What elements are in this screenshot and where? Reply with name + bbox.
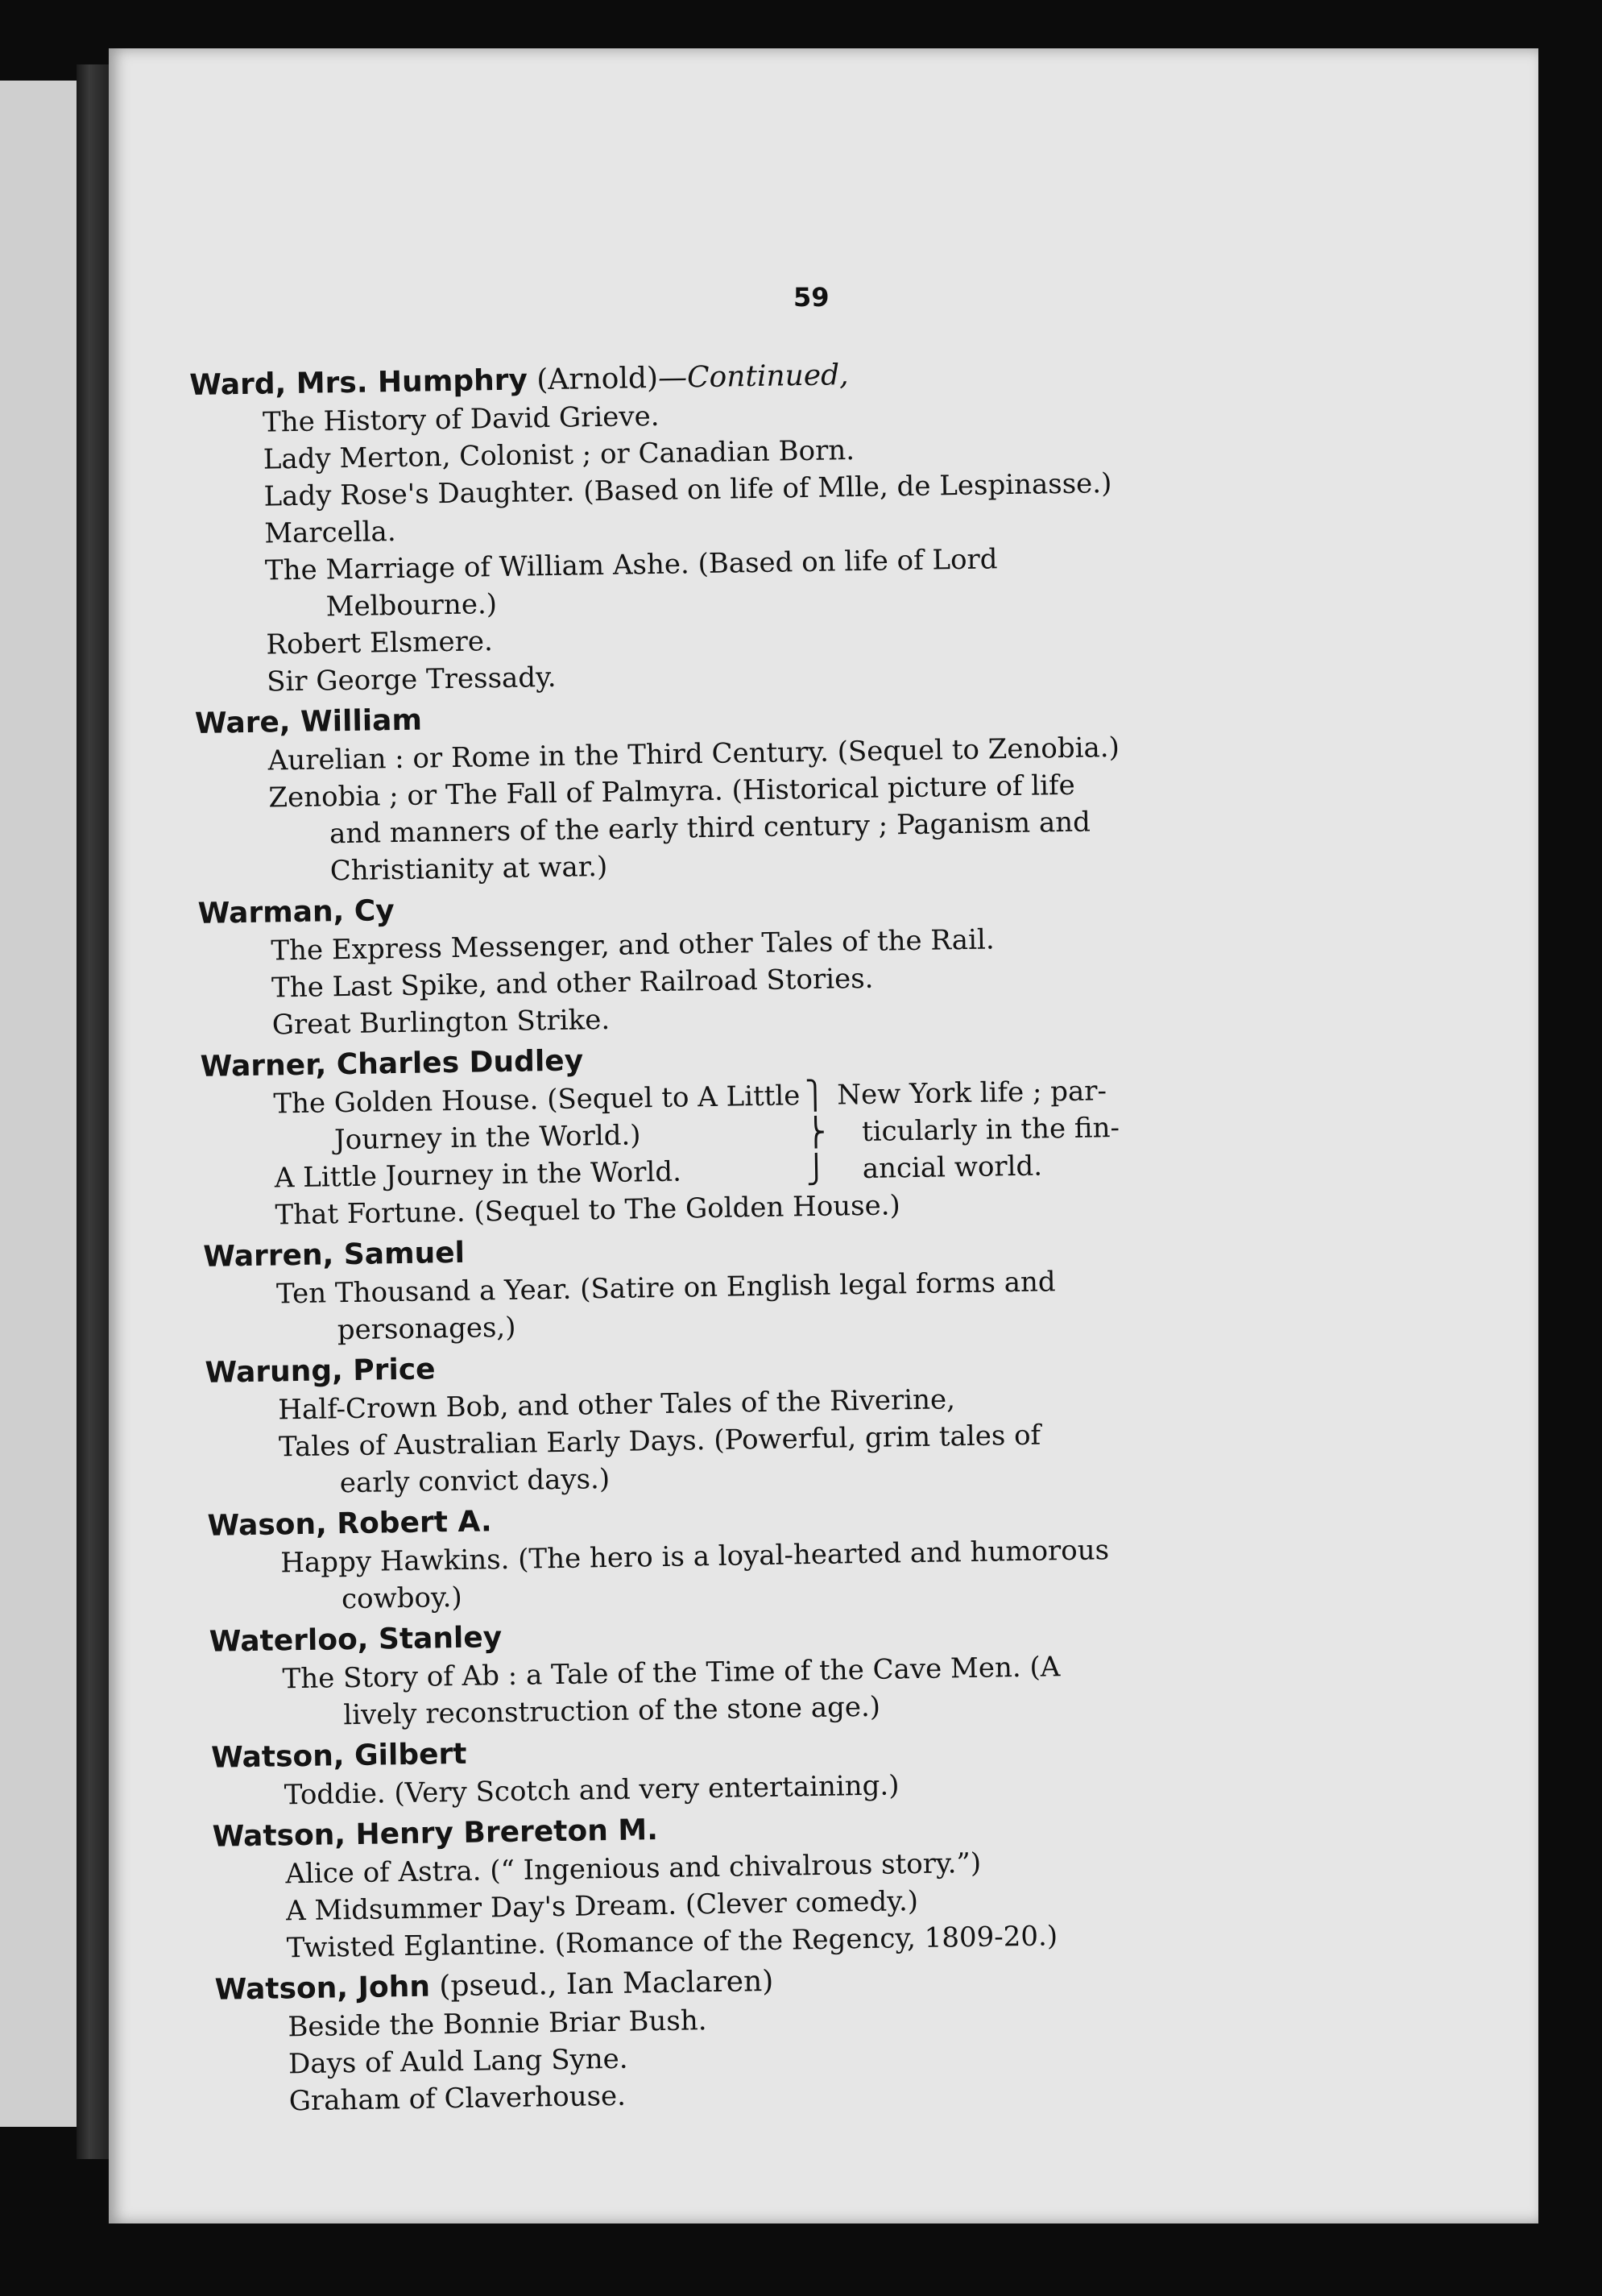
author-name: Warren, Samuel [203, 1236, 466, 1274]
catalog-entry-wason [207, 1488, 1417, 1620]
book-title: Ten Thousand a Year. (Satire on English legal forms and [275, 1266, 1056, 1311]
book-title-continuation: personages,) [337, 1311, 516, 1347]
book-title: The Express Messenger, and other Tales of the Rail. [271, 923, 995, 968]
book-title: Alice of Astra. (“ Ingenious and chivalrous story.”) [285, 1846, 982, 1891]
author-name: Warung, Price [205, 1353, 436, 1390]
bracketed-title-group [273, 1067, 1410, 1196]
author-note: (Arnold) [527, 361, 659, 397]
book-title: Lady Rose's Daughter. (Based on life of Mlle, de Lespinasse.) [263, 467, 1112, 513]
author-name: Ware, William [194, 703, 423, 740]
catalog-entry-watson-john [214, 1952, 1425, 2121]
book-title: The Last Spike, and other Railroad Stories. [271, 962, 874, 1005]
author-name: Watson, Gilbert [210, 1737, 467, 1775]
book-title: Sir George Tressady. [266, 661, 557, 698]
book-title: The Golden House. (Sequel to A Little [273, 1080, 801, 1121]
book-title-continuation: Journey in the World.) [333, 1119, 641, 1157]
catalog-entry-warung [205, 1335, 1415, 1504]
catalog-content [189, 347, 1425, 2124]
left-page-edge [0, 81, 77, 2127]
book-title: Days of Auld Lang Syne. [288, 2042, 628, 2081]
book-title: A Little Journey in the World. [274, 1155, 682, 1195]
book-title: A Midsummer Day's Dream. (Clever comedy.) [285, 1885, 919, 1928]
book-title: Toddie. (Very Scotch and very entertaining.) [284, 1769, 900, 1812]
book-title: Tales of Australian Early Days. (Powerful, grim tales of [278, 1419, 1041, 1464]
author-name: Ward, Mrs. Humphry (Arnold)—Continued, [189, 358, 849, 402]
book-title-continuation: cowboy.) [341, 1581, 462, 1616]
book-title: Robert Elsmere. [266, 625, 494, 661]
author-name: Warman, Cy [197, 894, 395, 930]
book-title-continuation: Melbourne.) [325, 588, 498, 624]
catalog-entry-warner [200, 1029, 1410, 1235]
page-number: 59 [793, 282, 830, 313]
continued-label: —Continued, [657, 358, 849, 395]
catalog-entry-ware [195, 686, 1405, 892]
book-title: Aurelian : or Rome in the Third Century. (Sequel to Zenobia.) [267, 731, 1120, 777]
book-title: Beside the Bonnie Briar Bush. [288, 2004, 707, 2044]
author-name: Wason, Robert A. [207, 1505, 492, 1543]
book-gutter [77, 64, 109, 2159]
book-title: The History of David Grieve. [262, 400, 660, 439]
book-title: Great Burlington Strike. [271, 1003, 611, 1042]
book-title: The Story of Ab : a Tale of the Time of the Cave Men. (A [282, 1651, 1061, 1696]
book-title: Graham of Claverhouse. [288, 2079, 627, 2118]
book-title-continuation: and manners of the early third century ; Paganism and [329, 806, 1091, 851]
catalog-entry-watson-gilbert [211, 1720, 1420, 1815]
book-title-continuation: early convict days.) [339, 1462, 611, 1500]
catalog-entry-watson-henry [212, 1799, 1422, 1968]
book-title: Happy Hawkins. (The hero is a loyal-hearted and humorous [280, 1534, 1110, 1580]
book-title: Marcella. [263, 515, 396, 550]
author-name: Waterloo, Stanley [209, 1621, 503, 1659]
catalog-entry-ward [189, 347, 1402, 702]
catalog-entry-waterloo [209, 1604, 1419, 1736]
book-title: Half-Crown Bob, and other Tales of the Riverine, [278, 1383, 956, 1427]
book-title: Lady Merton, Colonist ; or Canadian Born. [263, 434, 855, 476]
book-title: Twisted Eglantine. (Romance of the Regency, 1809-20.) [286, 1920, 1058, 1965]
catalog-entry-warren [203, 1219, 1413, 1351]
book-page [109, 48, 1538, 2223]
book-title: That Fortune. (Sequel to The Golden House.) [275, 1189, 901, 1232]
brace-glyph: ⎫ ⎬ ⎭ [805, 1079, 827, 1187]
book-title: Zenobia ; or The Fall of Palmyra. (Historical picture of life [268, 769, 1076, 814]
book-title-continuation: Christianity at war.) [329, 850, 608, 888]
bracket-note: New York life ; par- ticularly in the fin- ancial world. [837, 1075, 1120, 1185]
author-note: (pseud., Ian Maclaren) [429, 1964, 774, 2004]
book-title: The Marriage of William Ashe. (Based on life of Lord [264, 543, 998, 587]
book-title-continuation: lively reconstruction of the stone age.) [343, 1690, 881, 1732]
author-name: Warner, Charles Dudley [200, 1044, 584, 1084]
author-name: Watson, Henry Brereton M. [212, 1813, 659, 1854]
author-name: Watson, John (pseud., Ian Maclaren) [214, 1964, 774, 2007]
bracketed-titles [273, 1077, 801, 1196]
catalog-entry-warman [197, 876, 1408, 1045]
